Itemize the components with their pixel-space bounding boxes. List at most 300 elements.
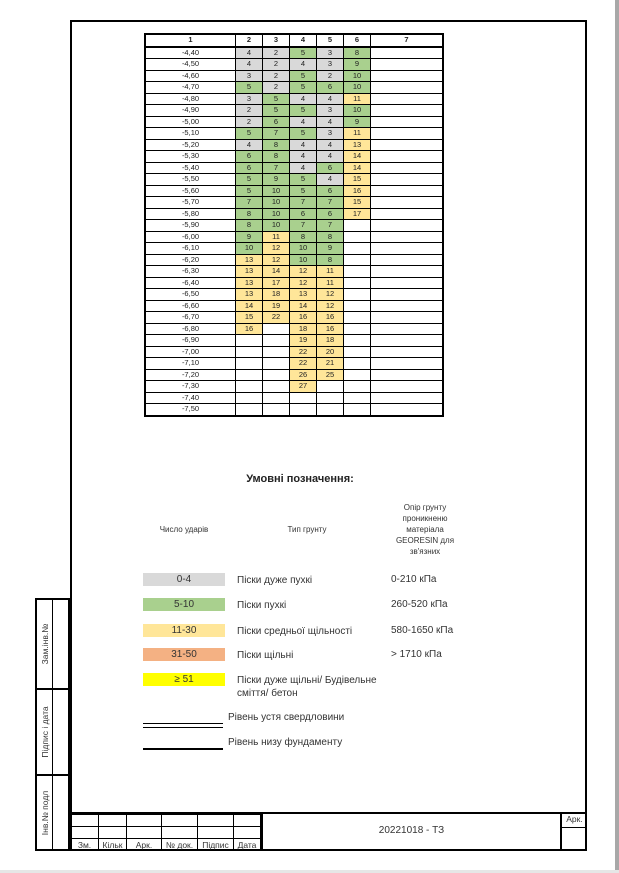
blow-count-cell <box>263 323 290 335</box>
note-cell <box>371 231 444 243</box>
title-block <box>70 812 587 851</box>
side-label-sign-date: Підпис і дата <box>39 706 50 758</box>
table-row <box>145 208 443 220</box>
blow-count-cell: 6 <box>236 151 263 163</box>
note-cell <box>371 59 444 71</box>
blow-count-cell: 16 <box>344 185 371 197</box>
blow-count-cell: 8 <box>236 208 263 220</box>
table-row <box>145 231 443 243</box>
blow-count-cell: 10 <box>290 243 317 255</box>
blow-count-cell: 12 <box>290 266 317 278</box>
blow-count-cell: 5 <box>236 185 263 197</box>
note-cell <box>371 116 444 128</box>
title-block-col-label: Підпис <box>198 839 234 851</box>
blow-count-cell: 2 <box>263 59 290 71</box>
document-code: 20221018 - ТЗ <box>261 812 562 851</box>
table-row <box>145 59 443 71</box>
depth-cell: -4,50 <box>145 59 236 71</box>
depth-cell: -5,30 <box>145 151 236 163</box>
blow-count-cell <box>317 404 344 416</box>
table-header-cell: 7 <box>371 34 444 47</box>
table-header-cell: 5 <box>317 34 344 47</box>
blow-count-cell: 12 <box>317 289 344 301</box>
note-cell <box>371 381 444 393</box>
note-cell <box>371 277 444 289</box>
legend-header-resistance: Опір грунту проникненю матеріала GEORESIN для зв'язних <box>395 503 455 556</box>
blow-count-cell: 9 <box>236 231 263 243</box>
blow-count-cell: 8 <box>317 231 344 243</box>
blow-count-cell: 8 <box>317 254 344 266</box>
blow-count-cell: 4 <box>317 116 344 128</box>
blow-count-cell: 13 <box>236 266 263 278</box>
table-row <box>145 300 443 312</box>
blow-count-cell: 6 <box>317 185 344 197</box>
blow-count-cell: 10 <box>236 243 263 255</box>
blow-count-cell: 6 <box>290 208 317 220</box>
blow-count-cell: 22 <box>290 346 317 358</box>
blow-count-cell <box>290 392 317 404</box>
depth-cell: -4,90 <box>145 105 236 117</box>
blow-count-cell: 8 <box>263 139 290 151</box>
legend-header-blows: Число ударів <box>159 525 209 534</box>
legend-header-soil: Тип грунту <box>287 525 327 534</box>
blow-count-cell: 26 <box>290 369 317 381</box>
depth-cell: -6,00 <box>145 231 236 243</box>
vertical-scrollbar[interactable] <box>615 0 619 873</box>
legend-soil-type: Піски дуже щільні/ Будівельне сміття/ бетон <box>237 675 377 699</box>
table-row <box>145 197 443 209</box>
title-block-col-label: Кільк <box>99 839 127 851</box>
legend-swatch: 11-30 <box>143 624 225 637</box>
depth-cell: -5,00 <box>145 116 236 128</box>
blow-count-cell: 3 <box>317 128 344 140</box>
depth-cell: -7,40 <box>145 392 236 404</box>
table-row <box>145 323 443 335</box>
table-row <box>145 162 443 174</box>
blow-count-cell: 8 <box>263 151 290 163</box>
depth-cell: -5,50 <box>145 174 236 186</box>
depth-cell: -7,50 <box>145 404 236 416</box>
title-block-col-label: Арк. <box>127 839 162 851</box>
note-cell <box>371 312 444 324</box>
blow-count-cell: 27 <box>290 381 317 393</box>
blow-count-cell: 10 <box>263 185 290 197</box>
blow-count-cell <box>344 335 371 347</box>
blow-count-cell: 4 <box>236 47 263 59</box>
blow-count-cell: 18 <box>263 289 290 301</box>
blow-count-cell: 22 <box>290 358 317 370</box>
blow-count-cell <box>263 358 290 370</box>
table-row <box>145 277 443 289</box>
note-cell <box>371 335 444 347</box>
blow-count-cell <box>344 231 371 243</box>
wellhead-line-label: Рівень устя свердловини <box>228 712 345 723</box>
legend-resistance: > 1710 кПа <box>391 649 442 660</box>
blow-count-cell: 22 <box>263 312 290 324</box>
blow-count-cell: 10 <box>344 70 371 82</box>
blow-count-cell: 12 <box>290 277 317 289</box>
table-row <box>145 185 443 197</box>
blow-count-cell <box>236 335 263 347</box>
note-cell <box>371 82 444 94</box>
blow-count-cell <box>344 358 371 370</box>
table-row <box>145 358 443 370</box>
note-cell <box>371 404 444 416</box>
blow-count-cell: 4 <box>236 59 263 71</box>
depth-cell: -5,90 <box>145 220 236 232</box>
blow-count-cell <box>263 404 290 416</box>
blow-count-cell <box>344 289 371 301</box>
blow-count-cell: 11 <box>263 231 290 243</box>
blow-count-cell: 10 <box>344 105 371 117</box>
blow-count-cell: 8 <box>290 231 317 243</box>
blow-count-cell: 5 <box>290 105 317 117</box>
blow-count-cell <box>236 381 263 393</box>
blow-count-cell <box>236 392 263 404</box>
note-cell <box>371 323 444 335</box>
note-cell <box>371 220 444 232</box>
note-cell <box>371 369 444 381</box>
blow-count-cell: 5 <box>290 174 317 186</box>
blow-count-cell: 5 <box>290 70 317 82</box>
note-cell <box>371 208 444 220</box>
table-row <box>145 116 443 128</box>
note-cell <box>371 162 444 174</box>
note-cell <box>371 70 444 82</box>
blow-count-cell: 14 <box>344 162 371 174</box>
blow-count-cell: 10 <box>263 208 290 220</box>
table-row <box>145 47 443 59</box>
blow-count-cell: 4 <box>290 59 317 71</box>
blow-count-cell: 2 <box>263 70 290 82</box>
blow-count-cell: 4 <box>317 93 344 105</box>
blow-count-cell <box>344 266 371 278</box>
table-row <box>145 93 443 105</box>
note-cell <box>371 105 444 117</box>
blow-count-cell: 13 <box>290 289 317 301</box>
table-row <box>145 346 443 358</box>
blow-count-cell: 12 <box>317 300 344 312</box>
blow-count-cell: 8 <box>344 47 371 59</box>
side-stamp-replace-inv <box>35 598 70 690</box>
blow-count-cell: 2 <box>263 47 290 59</box>
depth-cell: -4,40 <box>145 47 236 59</box>
blow-count-cell: 3 <box>317 105 344 117</box>
blow-count-cell <box>344 381 371 393</box>
note-cell <box>371 128 444 140</box>
title-block-col-label: № док. <box>162 839 198 851</box>
depth-cell: -6,20 <box>145 254 236 266</box>
note-cell <box>371 289 444 301</box>
blow-count-cell <box>263 381 290 393</box>
depth-cell: -7,30 <box>145 381 236 393</box>
note-cell <box>371 392 444 404</box>
blow-count-cell: 9 <box>317 243 344 255</box>
note-cell <box>371 243 444 255</box>
legend-resistance: 0-210 кПа <box>391 574 437 585</box>
blow-count-cell: 4 <box>317 151 344 163</box>
blow-count-cell <box>236 346 263 358</box>
blow-count-cell: 15 <box>344 174 371 186</box>
blow-count-cell <box>344 254 371 266</box>
depth-cell: -6,70 <box>145 312 236 324</box>
table-row <box>145 369 443 381</box>
blow-count-cell: 7 <box>236 197 263 209</box>
note-cell <box>371 254 444 266</box>
table-row <box>145 312 443 324</box>
blow-count-cell: 13 <box>236 289 263 301</box>
table-row <box>145 174 443 186</box>
blow-count-cell <box>263 369 290 381</box>
blow-count-cell: 25 <box>317 369 344 381</box>
blow-count-cell: 7 <box>263 162 290 174</box>
legend-soil-type: Піски щільні <box>237 650 294 661</box>
side-label-inv-orig: Інв.№ подл <box>39 790 50 835</box>
blow-count-cell: 7 <box>290 220 317 232</box>
penetration-table <box>144 33 444 417</box>
blow-count-cell: 6 <box>236 162 263 174</box>
depth-cell: -6,50 <box>145 289 236 301</box>
blow-count-cell: 13 <box>236 277 263 289</box>
table-header-cell: 3 <box>263 34 290 47</box>
depth-cell: -6,40 <box>145 277 236 289</box>
blow-count-cell: 9 <box>263 174 290 186</box>
blow-count-cell <box>290 404 317 416</box>
blow-count-cell: 4 <box>317 139 344 151</box>
blow-count-cell: 12 <box>263 254 290 266</box>
blow-count-cell: 14 <box>344 151 371 163</box>
blow-count-cell: 5 <box>290 82 317 94</box>
blow-count-cell: 2 <box>236 105 263 117</box>
blow-count-cell: 3 <box>317 59 344 71</box>
blow-count-cell: 16 <box>317 312 344 324</box>
blow-count-cell: 9 <box>344 59 371 71</box>
blow-count-cell <box>344 404 371 416</box>
blow-count-cell: 13 <box>344 139 371 151</box>
table-row <box>145 139 443 151</box>
table-row <box>145 82 443 94</box>
depth-cell: -6,60 <box>145 300 236 312</box>
blow-count-cell: 14 <box>290 300 317 312</box>
blow-count-cell: 3 <box>236 93 263 105</box>
blow-count-cell <box>236 358 263 370</box>
table-row <box>145 220 443 232</box>
blow-count-cell: 7 <box>263 128 290 140</box>
table-row <box>145 381 443 393</box>
note-cell <box>371 174 444 186</box>
blow-count-cell: 5 <box>263 93 290 105</box>
blow-count-cell <box>344 312 371 324</box>
blow-count-cell: 17 <box>344 208 371 220</box>
note-cell <box>371 185 444 197</box>
blow-count-cell: 4 <box>290 116 317 128</box>
table-row <box>145 151 443 163</box>
blow-count-cell: 4 <box>290 93 317 105</box>
blow-count-cell: 5 <box>290 185 317 197</box>
table-header-cell: 4 <box>290 34 317 47</box>
blow-count-cell: 5 <box>263 105 290 117</box>
blow-count-cell: 7 <box>317 220 344 232</box>
blow-count-cell: 16 <box>290 312 317 324</box>
blow-count-cell: 5 <box>236 82 263 94</box>
blow-count-cell: 9 <box>344 116 371 128</box>
blow-count-cell: 7 <box>290 197 317 209</box>
table-row <box>145 70 443 82</box>
blow-count-cell <box>344 346 371 358</box>
blow-count-cell <box>344 243 371 255</box>
legend-resistance: 580-1650 кПа <box>391 625 454 636</box>
depth-cell: -6,80 <box>145 323 236 335</box>
blow-count-cell: 5 <box>236 174 263 186</box>
depth-cell: -7,00 <box>145 346 236 358</box>
depth-cell: -5,80 <box>145 208 236 220</box>
note-cell <box>371 139 444 151</box>
blow-count-cell: 17 <box>263 277 290 289</box>
blow-count-cell: 19 <box>290 335 317 347</box>
legend-swatch: ≥ 51 <box>143 673 225 686</box>
table-header-row <box>145 34 443 47</box>
blow-count-cell: 11 <box>344 128 371 140</box>
blow-count-cell: 20 <box>317 346 344 358</box>
legend-soil-type: Піски дуже пухкі <box>237 575 313 586</box>
blow-count-cell: 5 <box>236 128 263 140</box>
legend-title: Умовні позначення: <box>246 473 354 485</box>
title-block-grid <box>70 814 261 851</box>
blow-count-cell: 6 <box>263 116 290 128</box>
table-row <box>145 289 443 301</box>
table-row <box>145 266 443 278</box>
depth-cell: -5,10 <box>145 128 236 140</box>
legend-resistance: 260-520 кПа <box>391 599 448 610</box>
blow-count-cell <box>344 300 371 312</box>
title-block-col-label: Дата <box>234 839 261 851</box>
blow-count-cell: 16 <box>236 323 263 335</box>
blow-count-cell: 6 <box>317 162 344 174</box>
depth-cell: -7,10 <box>145 358 236 370</box>
blow-count-cell: 3 <box>236 70 263 82</box>
depth-cell: -5,20 <box>145 139 236 151</box>
depth-cell: -6,90 <box>145 335 236 347</box>
blow-count-cell: 8 <box>236 220 263 232</box>
note-cell <box>371 197 444 209</box>
blow-count-cell: 4 <box>290 162 317 174</box>
table-row <box>145 404 443 416</box>
blow-count-cell <box>236 404 263 416</box>
side-label-replace-inv: Зам.інв.№ <box>39 623 50 665</box>
blow-count-cell <box>344 369 371 381</box>
depth-cell: -5,40 <box>145 162 236 174</box>
blow-count-cell: 10 <box>344 82 371 94</box>
blow-count-cell: 4 <box>236 139 263 151</box>
blow-count-cell: 2 <box>263 82 290 94</box>
note-cell <box>371 266 444 278</box>
legend-swatch: 31-50 <box>143 648 225 661</box>
depth-cell: -4,80 <box>145 93 236 105</box>
table-row <box>145 392 443 404</box>
blow-count-cell: 2 <box>317 70 344 82</box>
depth-cell: -4,60 <box>145 70 236 82</box>
blow-count-cell: 10 <box>263 197 290 209</box>
wellhead-line-symbol <box>143 723 223 728</box>
blow-count-cell: 10 <box>290 254 317 266</box>
depth-cell: -5,70 <box>145 197 236 209</box>
blow-count-cell: 15 <box>236 312 263 324</box>
blow-count-cell <box>344 323 371 335</box>
blow-count-cell <box>344 277 371 289</box>
blow-count-cell: 15 <box>344 197 371 209</box>
blow-count-cell: 11 <box>344 93 371 105</box>
title-block-col-label: Зм. <box>71 839 99 851</box>
blow-count-cell: 5 <box>290 128 317 140</box>
note-cell <box>371 151 444 163</box>
blow-count-cell: 6 <box>317 82 344 94</box>
depth-cell: -6,10 <box>145 243 236 255</box>
blow-count-cell <box>317 381 344 393</box>
depth-cell: -6,30 <box>145 266 236 278</box>
side-stamp-inv-orig <box>35 774 70 851</box>
blow-count-cell: 7 <box>317 197 344 209</box>
table-header-cell: 6 <box>344 34 371 47</box>
depth-cell: -4,70 <box>145 82 236 94</box>
depth-cell: -7,20 <box>145 369 236 381</box>
table-header-cell: 2 <box>236 34 263 47</box>
legend-swatch: 5-10 <box>143 598 225 611</box>
blow-count-cell <box>263 335 290 347</box>
legend-soil-type: Піски пухкі <box>237 600 287 611</box>
blow-count-cell <box>344 392 371 404</box>
blow-count-cell <box>317 392 344 404</box>
note-cell <box>371 358 444 370</box>
blow-count-cell: 18 <box>317 335 344 347</box>
note-cell <box>371 47 444 59</box>
legend-soil-type: Піски средньої щільності <box>237 626 353 637</box>
table-header-cell: 1 <box>145 34 236 47</box>
blow-count-cell: 4 <box>290 139 317 151</box>
blow-count-cell: 18 <box>290 323 317 335</box>
blow-count-cell: 6 <box>317 208 344 220</box>
foundation-line-label: Рівень низу фундаменту <box>228 737 343 748</box>
blow-count-cell: 19 <box>263 300 290 312</box>
depth-cell: -5,60 <box>145 185 236 197</box>
blow-count-cell: 14 <box>263 266 290 278</box>
blow-count-cell: 11 <box>317 266 344 278</box>
blow-count-cell: 12 <box>263 243 290 255</box>
blow-count-cell: 2 <box>236 116 263 128</box>
table-row <box>145 335 443 347</box>
legend-swatch: 0-4 <box>143 573 225 586</box>
sheet-label: Арк. <box>562 814 587 828</box>
blow-count-cell <box>344 220 371 232</box>
blow-count-cell: 5 <box>290 47 317 59</box>
blow-count-cell: 4 <box>317 174 344 186</box>
blow-count-cell: 11 <box>317 277 344 289</box>
blow-count-cell <box>263 392 290 404</box>
blow-count-cell: 3 <box>317 47 344 59</box>
side-stamp-sign-date <box>35 688 70 776</box>
blow-count-cell <box>263 346 290 358</box>
table-row <box>145 243 443 255</box>
blow-count-cell: 10 <box>263 220 290 232</box>
table-row <box>145 105 443 117</box>
note-cell <box>371 300 444 312</box>
blow-count-cell: 16 <box>317 323 344 335</box>
foundation-line-symbol <box>143 748 223 750</box>
note-cell <box>371 346 444 358</box>
blow-count-cell: 4 <box>290 151 317 163</box>
note-cell <box>371 93 444 105</box>
blow-count-cell <box>236 369 263 381</box>
blow-count-cell: 21 <box>317 358 344 370</box>
